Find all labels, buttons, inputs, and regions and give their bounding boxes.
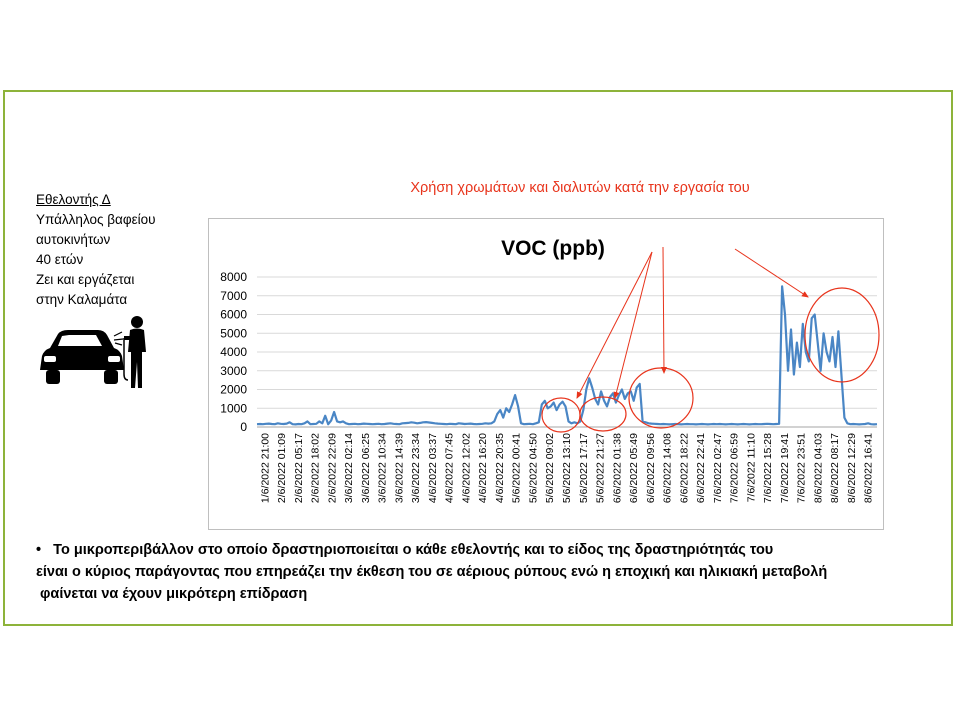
annotation-ellipse [805,288,879,382]
y-tick-label: 5000 [220,326,247,341]
x-tick-label: 2/6/2022 22:09 [326,433,339,504]
x-tick-label: 7/6/2022 02:47 [711,432,724,504]
x-tick-label: 5/6/2022 04:50 [527,433,540,504]
annotation-title: Χρήση χρωμάτων και διαλυτών κατά την εργασία του [410,180,750,196]
x-tick-label: 4/6/2022 12:02 [460,433,473,504]
conclusion-line-2: είναι ο κύριος παράγοντας που επηρεάζει την έκθεση του σε αέριους ρύπους ενώ η εποχική και ηλικιακή μεταβολή [36,564,828,580]
y-tick-label: 3000 [220,363,247,378]
annotation-arrow [577,252,652,398]
annotation-arrow [735,249,808,297]
x-tick-label: 2/6/2022 18:02 [309,433,322,504]
volunteer-line: αυτοκινήτων [36,232,111,247]
conclusion-text [36,539,936,605]
x-tick-label: 2/6/2022 01:09 [276,433,289,504]
x-tick-label: 4/6/2022 07:45 [443,433,456,504]
x-tick-label: 6/6/2022 05:49 [628,433,641,504]
volunteer-line: Υπάλληλος βαφείου [36,212,156,227]
x-tick-label: 3/6/2022 10:34 [376,433,389,504]
annotation-ellipse [629,368,693,428]
x-tick-label: 7/6/2022 15:28 [762,433,775,504]
annotation-ellipse [580,397,626,431]
x-tick-label: 5/6/2022 00:41 [510,433,523,504]
y-tick-label: 2000 [220,382,247,397]
x-tick-label: 8/6/2022 12:29 [845,433,858,504]
conclusion-line-1-text: Το μικροπεριβάλλον στο οποίο δραστηριοποιείται ο κάθε εθελοντής και το είδος της δραστηριότητάς του [53,542,774,558]
y-tick-label: 8000 [220,270,247,284]
y-tick-label: 7000 [220,288,247,303]
volunteer-name: Εθελοντής Δ [36,192,111,207]
annotation-arrow [615,252,652,398]
chart-title: VOC (ppb) [501,237,605,260]
x-tick-label: 5/6/2022 17:17 [577,433,590,504]
x-tick-label: 5/6/2022 21:27 [594,433,607,504]
x-tick-label: 8/6/2022 16:41 [862,433,875,504]
x-tick-label: 2/6/2022 05:17 [292,433,305,504]
x-tick-label: 4/6/2022 03:37 [426,433,439,504]
x-tick-label: 8/6/2022 04:03 [812,433,825,504]
x-tick-label: 3/6/2022 23:34 [410,433,423,504]
x-tick-label: 7/6/2022 23:51 [795,433,808,504]
x-tick-label: 7/6/2022 06:59 [728,433,741,504]
x-tick-label: 1/6/2022 21:00 [259,433,272,504]
x-tick-label: 4/6/2022 16:20 [477,433,490,504]
x-tick-label: 6/6/2022 18:22 [678,433,691,504]
volunteer-line: Ζει και εργάζεται [36,272,135,287]
x-tick-label: 6/6/2022 09:56 [644,433,657,504]
bullet-symbol: • [36,542,42,558]
x-tick-label: 7/6/2022 11:10 [745,433,758,503]
y-tick-label: 6000 [220,307,247,322]
x-tick-label: 8/6/2022 08:17 [829,433,842,504]
x-tick-label: 7/6/2022 19:41 [778,433,791,504]
x-tick-label: 6/6/2022 14:08 [661,433,674,504]
volunteer-line: 40 ετών [36,252,84,267]
x-tick-label: 6/6/2022 01:38 [611,433,624,504]
y-tick-label: 0 [240,420,247,434]
x-tick-label: 5/6/2022 13:10 [561,433,573,504]
x-tick-label: 3/6/2022 02:14 [343,433,356,504]
x-tick-label: 3/6/2022 14:39 [393,433,406,504]
x-tick-label: 6/6/2022 22:41 [695,433,708,504]
conclusion-line-3: φαίνεται να έχουν μικρότερη επίδραση [36,586,308,602]
y-tick-label: 1000 [220,401,247,416]
annotation-arrow [663,247,664,373]
y-tick-label: 4000 [220,345,247,359]
conclusion-line-1 [36,539,936,561]
x-tick-label: 5/6/2022 09:02 [544,433,557,504]
x-tick-label: 4/6/2022 20:35 [493,433,506,504]
x-tick-label: 3/6/2022 06:25 [359,433,372,504]
volunteer-line: στην Καλαμάτα [36,292,128,307]
annotation-ellipse [542,398,580,432]
